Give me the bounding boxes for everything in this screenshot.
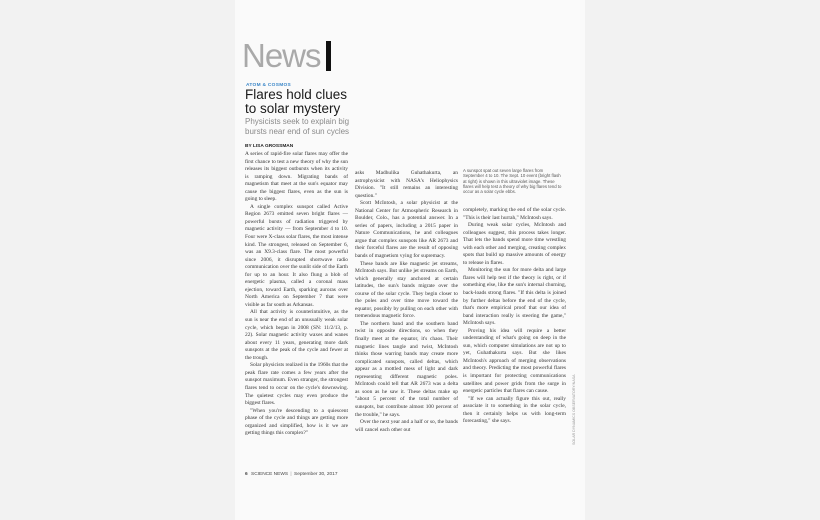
article-column-2: [355, 170, 458, 471]
paragraph: completely, marking the end of the solar cycle. "This is their last hurrah," McIntosh says.: [463, 207, 566, 221]
deck: Physicists seek to explain big bursts near end of sun cycles: [245, 117, 350, 136]
publication-name: SCIENCE NEWS: [251, 472, 289, 477]
page-footer: [245, 472, 338, 477]
footer-separator: |: [290, 472, 292, 477]
paragraph: Solar physicists realized in the 1960s that the peak flare rate comes a few years after the sunspot maximum. Even stranger, the strongest flares tend to occur on the cycle's downswing. The quietest cycles may even produce the biggest flares.: [245, 362, 348, 407]
section-header: News: [242, 38, 331, 74]
paragraph: asks Madhulika Guhathakurta, an astrophysicist with NASA's Heliophysics Division. "It still remains an interesting question.": [355, 170, 458, 199]
paragraph: These bands are like magnetic jet streams, McIntosh says. But unlike jet streams on Earth, which generally stay anchored at certain latitudes, the sun's bands migrate over the course of the solar cycle. They begin closer to the poles and over time move toward the equator, possibly by pulling on each other with tremendous magnetic force.: [355, 260, 458, 320]
paragraph: Proving his idea will require a better understanding of what's going on deep in the sun, which computer simulations are not up to yet, Guhathakurta says. But she likes McIntosh's approach of merging observations and theory. Predicting the most powerful flares is important for protecting communications satellites and power grids from the surge in energetic particles that flares can cause.: [463, 327, 566, 395]
paragraph: A single complex sunspot called Active Region 2673 emitted seven bright flares — powerful bursts of radiation triggered by magnetic activity — from September 4 to 10. Four were X-class solar flares, the most intense kind. The strongest, released on September 6, was an X9.3-class flare. The most powerful since 2006, it disrupted shortwave radio communication over the sunlit side of the Earth for up to an hour. It also flung a blob of energetic plasma, called a coronal mass ejection, toward Earth, sparking auroras over North America on September 7 that were visible as far south as Arkansas.: [245, 203, 348, 308]
paragraph: Scott McIntosh, a solar physicist at the National Center for Atmospheric Research in Boulder, Colo., has a potential answer. In a series of papers, including a 2015 paper in Nature Communications, he and colleagues argue that complex sunspots like AR 2673 and their forceful flares are the result of opposing bands of magnetism vying for supremacy.: [355, 200, 458, 260]
byline: BY LISA GROSSMAN: [245, 144, 294, 149]
image-caption: A sunspot spat out seven large flares from September 4 to 10. The Sept. 10 event (bright flash at right) is shown in this ultraviolet image. These flares will help test a theory of why big flares tend to occur as a solar cycle ebbs.: [463, 168, 562, 195]
paragraph: Over the next year and a half or so, the bands will cancel each other out: [355, 419, 458, 433]
header-bar: [326, 41, 331, 71]
paragraph: All that activity is counterintuitive, as the sun is near the end of an unusually weak solar cycle, which began in 2008 (SN: 11/2/13, p. 22). Solar magnetic activity waxes and wanes about every 11 years, generating more dark sunspots at the peak of the cycle and fewer at the trough.: [245, 309, 348, 361]
article-column-1: [245, 151, 348, 471]
paragraph: A series of rapid-fire solar flares may offer the first chance to test a new theory of why the sun releases its biggest outbursts when its activity is ramping down. Migrating bands of magnetism that meet at the sun's equator may cause the biggest flares, even as the sun is going to sleep.: [245, 151, 348, 203]
paragraph: During weak solar cycles, McIntosh and colleagues suggest, this process takes longer. That lets the bands spend more time wrestling with each other and merging, creating complex spots that build up massive amounts of energy to release in flares.: [463, 222, 566, 266]
paragraph: "When you're descending to a quiescent phase of the cycle and things are getting more organized and simplified, how is it we are getting things this complex?": [245, 407, 348, 437]
paragraph: "If we can actually figure this out, really associate it to something in the solar cycle, then it certainly helps us with long-term forecasting," she says.: [463, 395, 566, 425]
issue-date: September 30, 2017: [294, 472, 338, 477]
headline: Flares hold clues to solar mystery: [245, 87, 348, 116]
paragraph: Monitoring the sun for more delta and large flares will help test if the theory is right, or if something else, like the sun's internal churning, back-loads strong flares. "If this delta is joined by further deltas before the end of the cycle, that's more empirical proof that our idea of band interaction really is steering the game," McIntosh says.: [463, 267, 566, 327]
article-column-3: [463, 207, 566, 471]
paragraph: The northern band and the southern band twist in opposite directions, so when they finally meet at the equator, it's chaos. Their magnetic lines tangle and twist, McIntosh thinks those warring bands may create more complicated sunspots, called deltas, which appear as a mottled mess of light and dark representing different magnetic poles. McIntosh could tell that AR 2673 was a delta as soon as he saw it. These deltas make up "about 5 percent of the total number of sunspots, but contribute almost 100 percent of the trouble," he says.: [355, 320, 458, 418]
kicker: ATOM & COSMOS: [246, 83, 292, 88]
image-credit: SOLAR DYNAMICS OBSERVATORY/NASA: [572, 374, 576, 445]
page-number: 6: [245, 472, 248, 477]
